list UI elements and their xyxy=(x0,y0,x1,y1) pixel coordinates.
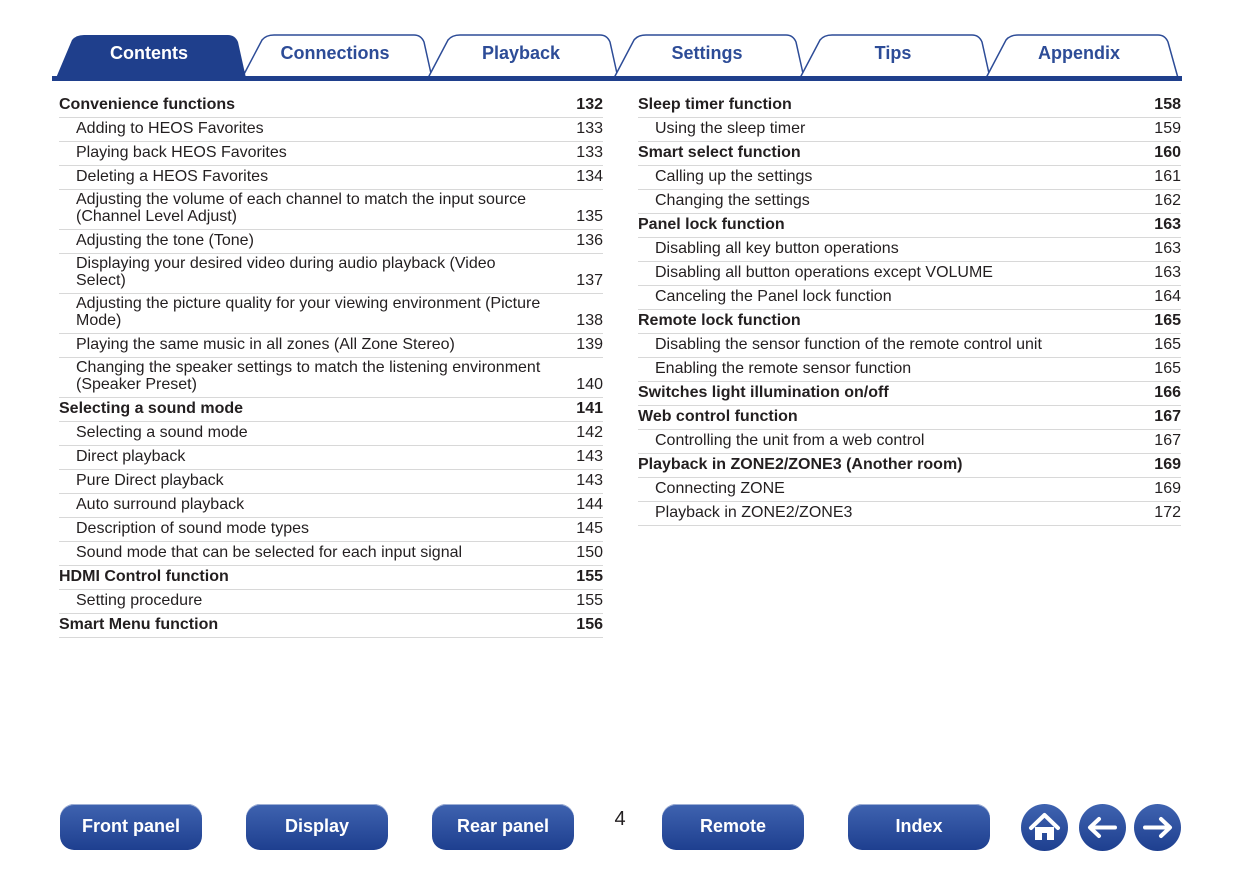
toc-page: 145 xyxy=(576,520,603,537)
toc-title: Using the sleep timer xyxy=(655,120,806,137)
toc-title: Playing back HEOS Favorites xyxy=(76,144,287,161)
toc-title xyxy=(76,255,543,289)
toc-title: Disabling all button operations except VOLUME xyxy=(655,264,993,281)
toc-left-column xyxy=(59,94,603,638)
toc-item[interactable] xyxy=(59,518,603,542)
toc-page: 172 xyxy=(1154,504,1181,521)
toc-page: 161 xyxy=(1154,168,1181,185)
toc-page: 159 xyxy=(1154,120,1181,137)
tab-baseline xyxy=(52,76,1182,81)
toc-page: 165 xyxy=(1154,360,1181,377)
toc-right-column xyxy=(638,94,1181,526)
toc-section[interactable] xyxy=(638,214,1181,238)
toc-item[interactable] xyxy=(638,286,1181,310)
toc-title: Adjusting the tone (Tone) xyxy=(76,232,254,249)
toc-item[interactable] xyxy=(638,430,1181,454)
toc-title: Connecting ZONE xyxy=(655,480,785,497)
toc-page: 132 xyxy=(576,96,603,113)
toc-page: 167 xyxy=(1154,408,1181,425)
forward-button[interactable] xyxy=(1134,804,1181,851)
toc-item[interactable] xyxy=(638,262,1181,286)
toc-title: Enabling the remote sensor function xyxy=(655,360,912,377)
home-icon xyxy=(1021,804,1068,851)
toc-item[interactable] xyxy=(59,230,603,254)
toc-page: 133 xyxy=(576,120,603,137)
toc-item[interactable] xyxy=(59,190,603,230)
toc-section[interactable] xyxy=(59,566,603,590)
toc-section[interactable] xyxy=(638,94,1181,118)
toc-item[interactable] xyxy=(638,118,1181,142)
toc-title: Disabling the sensor function of the remote control unit xyxy=(655,336,1042,353)
tab-contents[interactable]: Contents xyxy=(110,43,188,63)
toc-section[interactable] xyxy=(638,310,1181,334)
toc-title: Disabling all key button operations xyxy=(655,240,899,257)
home-button[interactable] xyxy=(1021,804,1068,851)
arrow-right-icon xyxy=(1134,804,1181,851)
toc-page: 134 xyxy=(576,168,603,185)
toc-section[interactable] xyxy=(638,406,1181,430)
toc-page: 163 xyxy=(1154,216,1181,233)
toc-title: Description of sound mode types xyxy=(76,520,310,537)
toc-page: 155 xyxy=(576,592,603,609)
tab-settings[interactable]: Settings xyxy=(671,43,743,63)
toc-title: Calling up the settings xyxy=(655,168,813,185)
toc-section[interactable] xyxy=(638,142,1181,166)
tab-shapes xyxy=(0,0,1240,82)
toc-section[interactable] xyxy=(638,382,1181,406)
toc-item[interactable] xyxy=(59,446,603,470)
toc-item[interactable] xyxy=(638,238,1181,262)
toc-item[interactable] xyxy=(638,502,1181,526)
toc-section[interactable] xyxy=(59,94,603,118)
toc-title: Remote lock function xyxy=(638,312,801,329)
toc-section[interactable] xyxy=(638,454,1181,478)
toc-page: 140 xyxy=(576,376,603,393)
toc-title: Deleting a HEOS Favorites xyxy=(76,168,269,185)
toc-page: 135 xyxy=(576,208,603,225)
toc-title: Pure Direct playback xyxy=(76,472,224,489)
toc-item[interactable] xyxy=(59,422,603,446)
toc-page: 133 xyxy=(576,144,603,161)
toc-title: Smart select function xyxy=(638,144,801,161)
toc-title-line1: Adjusting the picture quality for your viewing environment (Picture xyxy=(76,295,541,312)
toc-page: 142 xyxy=(576,424,603,441)
toc-page: 150 xyxy=(576,544,603,561)
toc-page: 169 xyxy=(1154,456,1181,473)
toc-title: Auto surround playback xyxy=(76,496,245,513)
display-button[interactable]: Display xyxy=(246,804,388,850)
toc-title: Playing the same music in all zones (All Zone Stereo) xyxy=(76,336,455,353)
toc-page: 160 xyxy=(1154,144,1181,161)
toc-item[interactable] xyxy=(59,294,603,334)
toc-item[interactable] xyxy=(638,358,1181,382)
toc-page: 164 xyxy=(1154,288,1181,305)
tab-connections[interactable]: Connections xyxy=(280,43,390,63)
toc-title-line1: Adjusting the volume of each channel to match the input source xyxy=(76,191,527,208)
toc-item[interactable] xyxy=(59,166,603,190)
toc-item[interactable] xyxy=(59,470,603,494)
toc-page: 163 xyxy=(1154,264,1181,281)
toc-page: 136 xyxy=(576,232,603,249)
toc-page: 139 xyxy=(576,336,603,353)
toc-item[interactable] xyxy=(638,166,1181,190)
toc-item[interactable] xyxy=(59,118,603,142)
toc-title-line2: (Speaker Preset) xyxy=(76,376,197,393)
toc-page: 143 xyxy=(576,448,603,465)
toc-title-line2: (Channel Level Adjust) xyxy=(76,208,237,225)
toc-page: 165 xyxy=(1154,336,1181,353)
toc-section[interactable] xyxy=(59,614,603,638)
rear-panel-button[interactable]: Rear panel xyxy=(432,804,574,850)
toc-title: Setting procedure xyxy=(76,592,203,609)
toc-title-line2: Mode) xyxy=(76,312,122,329)
toc-title xyxy=(76,191,543,225)
toc-page: 158 xyxy=(1154,96,1181,113)
toc-title-line1: Changing the speaker settings to match the listening environment xyxy=(76,359,541,376)
tab-bar xyxy=(0,0,1240,82)
toc-title-line1: Displaying your desired video during audio playback (Video xyxy=(76,255,496,272)
toc-title: Selecting a sound mode xyxy=(76,424,248,441)
toc-title: Smart Menu function xyxy=(59,616,219,633)
toc-page: 165 xyxy=(1154,312,1181,329)
toc-item[interactable] xyxy=(59,334,603,358)
index-button[interactable]: Index xyxy=(848,804,990,850)
remote-button[interactable]: Remote xyxy=(662,804,804,850)
toc-item[interactable] xyxy=(59,494,603,518)
toc-item[interactable] xyxy=(59,358,603,398)
toc-item[interactable] xyxy=(638,190,1181,214)
toc-title: Playback in ZONE2/ZONE3 xyxy=(655,504,853,521)
toc-title: Playback in ZONE2/ZONE3 (Another room) xyxy=(638,456,963,473)
toc-title: Convenience functions xyxy=(59,96,236,113)
toc-title: Selecting a sound mode xyxy=(59,400,244,417)
toc-title: Switches light illumination on/off xyxy=(638,384,889,401)
page-number: 4 xyxy=(614,808,626,830)
toc-item[interactable] xyxy=(638,334,1181,358)
toc-title: Sleep timer function xyxy=(638,96,792,113)
back-button[interactable] xyxy=(1079,804,1126,851)
toc-page: 143 xyxy=(576,472,603,489)
toc-page: 144 xyxy=(576,496,603,513)
toc-title: Adding to HEOS Favorites xyxy=(76,120,264,137)
toc-item[interactable] xyxy=(59,590,603,614)
toc-item[interactable] xyxy=(59,542,603,566)
toc-title: HDMI Control function xyxy=(59,568,229,585)
toc-item[interactable] xyxy=(638,478,1181,502)
toc-section[interactable] xyxy=(59,398,603,422)
toc-title: Controlling the unit from a web control xyxy=(655,432,925,449)
front-panel-button[interactable]: Front panel xyxy=(60,804,202,850)
tab-tips[interactable]: Tips xyxy=(874,43,912,63)
toc-title: Changing the settings xyxy=(655,192,810,209)
toc-title: Sound mode that can be selected for each input signal xyxy=(76,544,463,561)
toc-title xyxy=(76,359,543,393)
toc-title xyxy=(76,295,543,329)
toc-page: 138 xyxy=(576,312,603,329)
toc-page: 137 xyxy=(576,272,603,289)
arrow-left-icon xyxy=(1079,804,1126,851)
toc-item[interactable] xyxy=(59,142,603,166)
toc-page: 166 xyxy=(1154,384,1181,401)
tab-playback[interactable]: Playback xyxy=(481,43,561,63)
toc-title: Direct playback xyxy=(76,448,186,465)
toc-page: 155 xyxy=(576,568,603,585)
toc-title: Canceling the Panel lock function xyxy=(655,288,892,305)
toc-page: 162 xyxy=(1154,192,1181,209)
toc-title-line2: Select) xyxy=(76,272,126,289)
toc-page: 156 xyxy=(576,616,603,633)
toc-item[interactable] xyxy=(59,254,603,294)
toc-title: Panel lock function xyxy=(638,216,785,233)
tab-appendix[interactable]: Appendix xyxy=(1037,43,1120,63)
toc-page: 141 xyxy=(576,400,603,417)
toc-page: 169 xyxy=(1154,480,1181,497)
toc-title: Web control function xyxy=(638,408,798,425)
toc-page: 167 xyxy=(1154,432,1181,449)
toc-page: 163 xyxy=(1154,240,1181,257)
